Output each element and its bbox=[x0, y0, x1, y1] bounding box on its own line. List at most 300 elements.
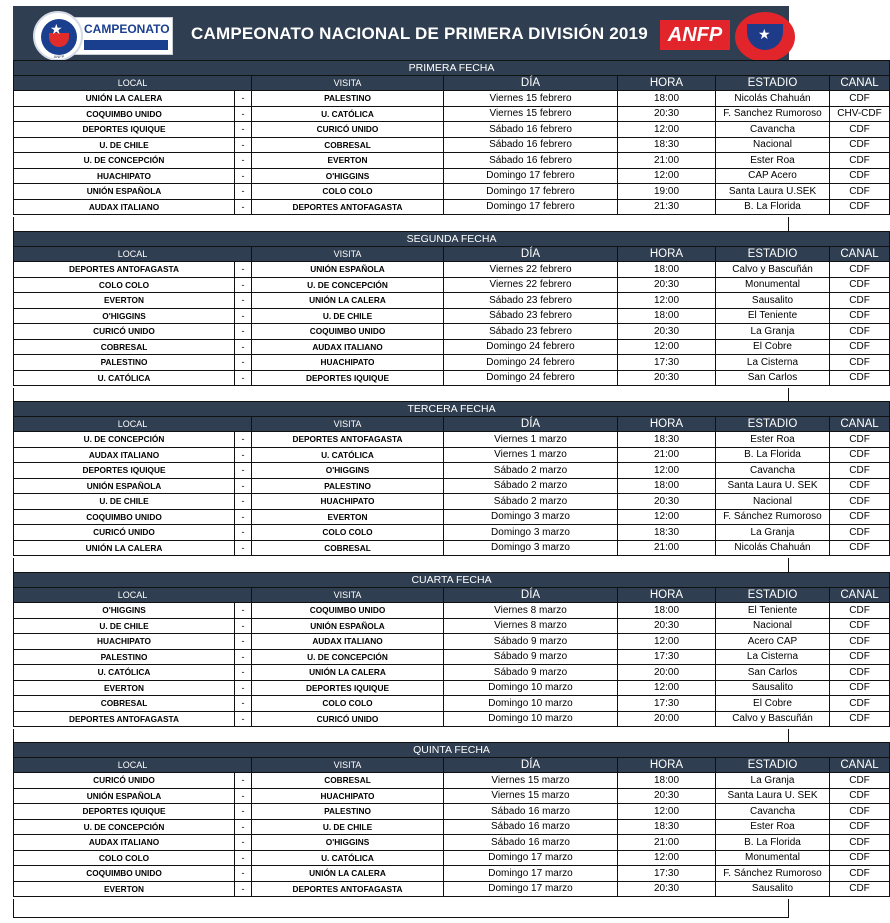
local-team: PALESTINO bbox=[14, 649, 235, 665]
match-time: 17:30 bbox=[618, 866, 716, 882]
match-row bbox=[14, 696, 890, 712]
local-team: CURICÓ UNIDO bbox=[14, 324, 235, 340]
col-header-local: LOCAL bbox=[14, 588, 252, 603]
match-day: Domingo 3 marzo bbox=[444, 509, 618, 525]
match-time: 21:00 bbox=[618, 153, 716, 169]
match-channel: CDF bbox=[830, 634, 890, 650]
match-separator: - bbox=[235, 355, 252, 371]
match-time: 20:30 bbox=[618, 618, 716, 634]
match-row bbox=[14, 711, 890, 727]
match-channel: CDF bbox=[830, 835, 890, 851]
match-day: Domingo 10 marzo bbox=[444, 711, 618, 727]
match-separator: - bbox=[235, 122, 252, 138]
col-header-dia: DÍA bbox=[444, 758, 618, 773]
match-stadium: San Carlos bbox=[716, 665, 830, 681]
visiting-team: AUDAX ITALIANO bbox=[252, 339, 444, 355]
col-header-hora: HORA bbox=[618, 417, 716, 432]
local-team: DEPORTES ANTOFAGASTA bbox=[14, 711, 235, 727]
match-channel: CDF bbox=[830, 324, 890, 340]
match-channel: CDF bbox=[830, 696, 890, 712]
visiting-team: HUACHIPATO bbox=[252, 788, 444, 804]
match-separator: - bbox=[235, 494, 252, 510]
col-header-dia: DÍA bbox=[444, 588, 618, 603]
local-team: EVERTON bbox=[14, 680, 235, 696]
match-stadium: F. Sanchez Rumoroso bbox=[716, 106, 830, 122]
visiting-team: CURICÓ UNIDO bbox=[252, 122, 444, 138]
visiting-team: COBRESAL bbox=[252, 137, 444, 153]
local-team: U. DE CONCEPCIÓN bbox=[14, 819, 235, 835]
visiting-team: EVERTON bbox=[252, 509, 444, 525]
col-header-dia: DÍA bbox=[444, 247, 618, 262]
col-header-hora: HORA bbox=[618, 758, 716, 773]
visiting-team: O'HIGGINS bbox=[252, 168, 444, 184]
match-row bbox=[14, 881, 890, 897]
local-team: U. CATÓLICA bbox=[14, 665, 235, 681]
match-channel: CDF bbox=[830, 509, 890, 525]
match-separator: - bbox=[235, 618, 252, 634]
match-row bbox=[14, 184, 890, 200]
match-row bbox=[14, 680, 890, 696]
match-time: 21:30 bbox=[618, 199, 716, 215]
match-day: Sábado 23 febrero bbox=[444, 293, 618, 309]
match-row bbox=[14, 509, 890, 525]
col-header-visita: VISITA bbox=[252, 758, 444, 773]
match-stadium: Sausalito bbox=[716, 293, 830, 309]
match-stadium: F. Sánchez Rumoroso bbox=[716, 509, 830, 525]
match-stadium: Ester Roa bbox=[716, 153, 830, 169]
visiting-team: U. CATÓLICA bbox=[252, 447, 444, 463]
col-header-estadio: ESTADIO bbox=[716, 76, 830, 91]
local-team: DEPORTES ANTOFAGASTA bbox=[14, 262, 235, 278]
local-team: UNIÓN ESPAÑOLA bbox=[14, 184, 235, 200]
col-header-estadio: ESTADIO bbox=[716, 758, 830, 773]
match-row bbox=[14, 308, 890, 324]
visiting-team: U. CATÓLICA bbox=[252, 106, 444, 122]
match-separator: - bbox=[235, 603, 252, 619]
match-separator: - bbox=[235, 262, 252, 278]
match-day: Domingo 17 marzo bbox=[444, 866, 618, 882]
match-day: Sábado 16 marzo bbox=[444, 819, 618, 835]
match-row bbox=[14, 355, 890, 371]
match-time: 18:30 bbox=[618, 525, 716, 541]
match-time: 18:30 bbox=[618, 137, 716, 153]
federation-shield-icon: ★ bbox=[735, 12, 795, 62]
match-separator: - bbox=[235, 788, 252, 804]
visiting-team: CURICÓ UNIDO bbox=[252, 711, 444, 727]
visiting-team: UNIÓN LA CALERA bbox=[252, 665, 444, 681]
match-day: Sábado 2 marzo bbox=[444, 478, 618, 494]
match-time: 12:00 bbox=[618, 509, 716, 525]
visiting-team: U. DE CONCEPCIÓN bbox=[252, 277, 444, 293]
match-separator: - bbox=[235, 463, 252, 479]
match-row bbox=[14, 153, 890, 169]
match-channel: CDF bbox=[830, 370, 890, 386]
match-separator: - bbox=[235, 91, 252, 107]
match-row bbox=[14, 540, 890, 556]
match-row bbox=[14, 137, 890, 153]
match-time: 12:00 bbox=[618, 804, 716, 820]
match-channel: CDF bbox=[830, 432, 890, 448]
match-channel: CDF bbox=[830, 339, 890, 355]
match-separator: - bbox=[235, 711, 252, 727]
match-time: 21:00 bbox=[618, 835, 716, 851]
match-time: 18:30 bbox=[618, 432, 716, 448]
match-day: Domingo 10 marzo bbox=[444, 680, 618, 696]
match-separator: - bbox=[235, 509, 252, 525]
match-stadium: Santa Laura U. SEK bbox=[716, 478, 830, 494]
fecha-table bbox=[13, 60, 890, 215]
col-header-visita: VISITA bbox=[252, 76, 444, 91]
visiting-team: COQUIMBO UNIDO bbox=[252, 324, 444, 340]
local-team: CURICÓ UNIDO bbox=[14, 525, 235, 541]
match-channel: CDF bbox=[830, 540, 890, 556]
section-spacer bbox=[13, 899, 789, 918]
match-separator: - bbox=[235, 447, 252, 463]
match-separator: - bbox=[235, 649, 252, 665]
local-team: U. DE CHILE bbox=[14, 618, 235, 634]
match-time: 20:30 bbox=[618, 324, 716, 340]
match-day: Sábado 9 marzo bbox=[444, 634, 618, 650]
campeonato-emblem-icon: ★ ANFP bbox=[33, 11, 83, 61]
col-header-hora: HORA bbox=[618, 247, 716, 262]
match-stadium: CAP Acero bbox=[716, 168, 830, 184]
visiting-team: DEPORTES ANTOFAGASTA bbox=[252, 199, 444, 215]
match-row bbox=[14, 91, 890, 107]
section-spacer bbox=[13, 729, 789, 742]
match-day: Domingo 24 febrero bbox=[444, 339, 618, 355]
match-row bbox=[14, 603, 890, 619]
col-header-hora: HORA bbox=[618, 588, 716, 603]
match-row bbox=[14, 463, 890, 479]
match-stadium: La Granja bbox=[716, 324, 830, 340]
match-day: Viernes 15 marzo bbox=[444, 788, 618, 804]
visiting-team: UNIÓN ESPAÑOLA bbox=[252, 262, 444, 278]
match-time: 12:00 bbox=[618, 122, 716, 138]
visiting-team: UNIÓN ESPAÑOLA bbox=[252, 618, 444, 634]
match-row bbox=[14, 850, 890, 866]
match-channel: CDF bbox=[830, 866, 890, 882]
match-stadium: Nicolás Chahuán bbox=[716, 91, 830, 107]
match-row bbox=[14, 447, 890, 463]
match-separator: - bbox=[235, 835, 252, 851]
visiting-team: COBRESAL bbox=[252, 540, 444, 556]
local-team: AUDAX ITALIANO bbox=[14, 199, 235, 215]
match-separator: - bbox=[235, 819, 252, 835]
match-channel: CDF bbox=[830, 91, 890, 107]
match-day: Sábado 9 marzo bbox=[444, 649, 618, 665]
match-stadium: Nicolás Chahuán bbox=[716, 540, 830, 556]
match-day: Sábado 2 marzo bbox=[444, 494, 618, 510]
visiting-team: UNIÓN LA CALERA bbox=[252, 866, 444, 882]
match-row bbox=[14, 122, 890, 138]
match-day: Viernes 8 marzo bbox=[444, 603, 618, 619]
match-day: Viernes 15 febrero bbox=[444, 91, 618, 107]
match-separator: - bbox=[235, 540, 252, 556]
visiting-team: COLO COLO bbox=[252, 184, 444, 200]
match-day: Domingo 24 febrero bbox=[444, 370, 618, 386]
match-day: Viernes 8 marzo bbox=[444, 618, 618, 634]
match-row bbox=[14, 804, 890, 820]
section-spacer bbox=[13, 558, 789, 572]
match-channel: CDF bbox=[830, 881, 890, 897]
match-row bbox=[14, 168, 890, 184]
fecha-title: QUINTA FECHA bbox=[14, 743, 890, 758]
local-team: AUDAX ITALIANO bbox=[14, 835, 235, 851]
match-channel: CDF bbox=[830, 293, 890, 309]
fecha-table bbox=[13, 572, 890, 727]
match-row bbox=[14, 324, 890, 340]
match-stadium: El Cobre bbox=[716, 696, 830, 712]
match-stadium: Nacional bbox=[716, 137, 830, 153]
match-channel: CDF bbox=[830, 665, 890, 681]
col-header-local: LOCAL bbox=[14, 76, 252, 91]
local-team: DEPORTES IQUIQUE bbox=[14, 122, 235, 138]
match-separator: - bbox=[235, 324, 252, 340]
match-time: 17:30 bbox=[618, 649, 716, 665]
match-separator: - bbox=[235, 106, 252, 122]
match-time: 21:00 bbox=[618, 540, 716, 556]
local-team: HUACHIPATO bbox=[14, 168, 235, 184]
match-stadium: El Teniente bbox=[716, 603, 830, 619]
fecha-table bbox=[13, 742, 890, 897]
match-separator: - bbox=[235, 432, 252, 448]
match-time: 18:00 bbox=[618, 603, 716, 619]
match-separator: - bbox=[235, 168, 252, 184]
match-row bbox=[14, 199, 890, 215]
match-day: Sábado 16 marzo bbox=[444, 804, 618, 820]
match-channel: CDF bbox=[830, 199, 890, 215]
local-team: UNIÓN LA CALERA bbox=[14, 91, 235, 107]
visiting-team: HUACHIPATO bbox=[252, 355, 444, 371]
match-time: 20:30 bbox=[618, 881, 716, 897]
match-row bbox=[14, 432, 890, 448]
match-time: 12:00 bbox=[618, 339, 716, 355]
local-team: UNIÓN ESPAÑOLA bbox=[14, 478, 235, 494]
match-stadium: F. Sánchez Rumoroso bbox=[716, 866, 830, 882]
campeonato-logo bbox=[33, 11, 173, 61]
visiting-team: EVERTON bbox=[252, 153, 444, 169]
match-time: 12:00 bbox=[618, 293, 716, 309]
col-header-local: LOCAL bbox=[14, 758, 252, 773]
col-header-dia: DÍA bbox=[444, 76, 618, 91]
match-separator: - bbox=[235, 308, 252, 324]
match-channel: CDF bbox=[830, 850, 890, 866]
col-header-estadio: ESTADIO bbox=[716, 247, 830, 262]
match-stadium: El Teniente bbox=[716, 308, 830, 324]
visiting-team: DEPORTES ANTOFAGASTA bbox=[252, 881, 444, 897]
fecha-table bbox=[13, 401, 890, 556]
match-separator: - bbox=[235, 199, 252, 215]
match-stadium: B. La Florida bbox=[716, 835, 830, 851]
match-day: Sábado 9 marzo bbox=[444, 665, 618, 681]
match-separator: - bbox=[235, 184, 252, 200]
match-separator: - bbox=[235, 850, 252, 866]
match-time: 18:30 bbox=[618, 819, 716, 835]
local-team: U. CATÓLICA bbox=[14, 370, 235, 386]
match-day: Sábado 16 febrero bbox=[444, 122, 618, 138]
match-day: Domingo 17 febrero bbox=[444, 199, 618, 215]
match-separator: - bbox=[235, 277, 252, 293]
match-day: Viernes 22 febrero bbox=[444, 262, 618, 278]
match-day: Domingo 17 febrero bbox=[444, 168, 618, 184]
local-team: COQUIMBO UNIDO bbox=[14, 106, 235, 122]
match-row bbox=[14, 788, 890, 804]
match-day: Viernes 15 marzo bbox=[444, 773, 618, 789]
match-time: 20:30 bbox=[618, 788, 716, 804]
visiting-team: PALESTINO bbox=[252, 91, 444, 107]
match-separator: - bbox=[235, 881, 252, 897]
match-channel: CDF bbox=[830, 788, 890, 804]
match-time: 18:00 bbox=[618, 773, 716, 789]
match-row bbox=[14, 525, 890, 541]
match-separator: - bbox=[235, 680, 252, 696]
match-time: 18:00 bbox=[618, 91, 716, 107]
match-time: 20:00 bbox=[618, 711, 716, 727]
local-team: UNIÓN ESPAÑOLA bbox=[14, 788, 235, 804]
match-separator: - bbox=[235, 339, 252, 355]
match-row bbox=[14, 665, 890, 681]
match-channel: CDF bbox=[830, 804, 890, 820]
visiting-team: O'HIGGINS bbox=[252, 835, 444, 851]
visiting-team: O'HIGGINS bbox=[252, 463, 444, 479]
match-channel: CDF bbox=[830, 355, 890, 371]
local-team: COLO COLO bbox=[14, 850, 235, 866]
match-stadium: San Carlos bbox=[716, 370, 830, 386]
visiting-team: DEPORTES IQUIQUE bbox=[252, 680, 444, 696]
match-stadium: Nacional bbox=[716, 494, 830, 510]
local-team: U. DE CHILE bbox=[14, 137, 235, 153]
match-channel: CDF bbox=[830, 137, 890, 153]
match-time: 20:30 bbox=[618, 494, 716, 510]
col-header-canal: CANAL bbox=[830, 247, 890, 262]
match-day: Viernes 15 febrero bbox=[444, 106, 618, 122]
match-separator: - bbox=[235, 153, 252, 169]
match-time: 18:00 bbox=[618, 478, 716, 494]
match-stadium: La Cisterna bbox=[716, 355, 830, 371]
match-row bbox=[14, 106, 890, 122]
match-day: Viernes 22 febrero bbox=[444, 277, 618, 293]
local-team: U. DE CONCEPCIÓN bbox=[14, 432, 235, 448]
match-day: Domingo 3 marzo bbox=[444, 525, 618, 541]
match-row bbox=[14, 339, 890, 355]
page-title: CAMPEONATO NACIONAL DE PRIMERA DIVISIÓN 2019 bbox=[191, 24, 648, 43]
match-stadium: Cavancha bbox=[716, 122, 830, 138]
match-stadium: Calvo y Bascuñán bbox=[716, 711, 830, 727]
match-time: 12:00 bbox=[618, 680, 716, 696]
col-header-canal: CANAL bbox=[830, 417, 890, 432]
col-header-local: LOCAL bbox=[14, 417, 252, 432]
match-separator: - bbox=[235, 696, 252, 712]
col-header-canal: CANAL bbox=[830, 588, 890, 603]
match-channel: CDF bbox=[830, 478, 890, 494]
match-stadium: Acero CAP bbox=[716, 634, 830, 650]
match-time: 19:00 bbox=[618, 184, 716, 200]
match-stadium: B. La Florida bbox=[716, 199, 830, 215]
match-row bbox=[14, 494, 890, 510]
match-channel: CDF bbox=[830, 649, 890, 665]
column-header-row bbox=[14, 588, 890, 603]
local-team: AUDAX ITALIANO bbox=[14, 447, 235, 463]
match-separator: - bbox=[235, 665, 252, 681]
match-row bbox=[14, 618, 890, 634]
match-channel: CDF bbox=[830, 773, 890, 789]
match-row bbox=[14, 478, 890, 494]
match-time: 12:00 bbox=[618, 168, 716, 184]
match-channel: CDF bbox=[830, 618, 890, 634]
fecha-title: TERCERA FECHA bbox=[14, 402, 890, 417]
match-day: Domingo 3 marzo bbox=[444, 540, 618, 556]
match-day: Domingo 10 marzo bbox=[444, 696, 618, 712]
visiting-team: COLO COLO bbox=[252, 525, 444, 541]
col-header-canal: CANAL bbox=[830, 76, 890, 91]
match-day: Sábado 16 marzo bbox=[444, 835, 618, 851]
match-day: Domingo 24 febrero bbox=[444, 355, 618, 371]
match-time: 12:00 bbox=[618, 463, 716, 479]
match-channel: CDF bbox=[830, 819, 890, 835]
local-team: COLO COLO bbox=[14, 277, 235, 293]
local-team: COBRESAL bbox=[14, 339, 235, 355]
column-header-row bbox=[14, 247, 890, 262]
match-stadium: Nacional bbox=[716, 618, 830, 634]
match-channel: CDF bbox=[830, 447, 890, 463]
match-stadium: Sausalito bbox=[716, 881, 830, 897]
match-stadium: Santa Laura U. SEK bbox=[716, 788, 830, 804]
match-stadium: Santa Laura U.SEK bbox=[716, 184, 830, 200]
match-stadium: Ester Roa bbox=[716, 819, 830, 835]
match-day: Sábado 23 febrero bbox=[444, 324, 618, 340]
match-day: Domingo 17 marzo bbox=[444, 881, 618, 897]
match-row bbox=[14, 835, 890, 851]
local-team: HUACHIPATO bbox=[14, 634, 235, 650]
column-header-row bbox=[14, 417, 890, 432]
campeonato-logo-text: CAMPEONATO bbox=[84, 22, 170, 36]
visiting-team: COBRESAL bbox=[252, 773, 444, 789]
match-channel: CDF bbox=[830, 308, 890, 324]
match-time: 20:30 bbox=[618, 370, 716, 386]
match-day: Sábado 16 febrero bbox=[444, 137, 618, 153]
match-row bbox=[14, 819, 890, 835]
visiting-team: PALESTINO bbox=[252, 804, 444, 820]
col-header-dia: DÍA bbox=[444, 417, 618, 432]
match-stadium: El Cobre bbox=[716, 339, 830, 355]
visiting-team: DEPORTES ANTOFAGASTA bbox=[252, 432, 444, 448]
match-stadium: Sausalito bbox=[716, 680, 830, 696]
match-day: Domingo 17 marzo bbox=[444, 850, 618, 866]
local-team: O'HIGGINS bbox=[14, 603, 235, 619]
match-row bbox=[14, 262, 890, 278]
match-time: 17:30 bbox=[618, 355, 716, 371]
visiting-team: U. DE CHILE bbox=[252, 308, 444, 324]
match-channel: CDF bbox=[830, 680, 890, 696]
match-channel: CDF bbox=[830, 525, 890, 541]
match-separator: - bbox=[235, 525, 252, 541]
match-stadium: Cavancha bbox=[716, 463, 830, 479]
col-header-visita: VISITA bbox=[252, 247, 444, 262]
match-channel: CHV-CDF bbox=[830, 106, 890, 122]
visiting-team: U. DE CHILE bbox=[252, 819, 444, 835]
match-separator: - bbox=[235, 478, 252, 494]
match-separator: - bbox=[235, 293, 252, 309]
match-separator: - bbox=[235, 866, 252, 882]
fecha-title: PRIMERA FECHA bbox=[14, 61, 890, 76]
fecha-table bbox=[13, 231, 890, 386]
match-stadium: La Granja bbox=[716, 525, 830, 541]
col-header-estadio: ESTADIO bbox=[716, 588, 830, 603]
match-channel: CDF bbox=[830, 494, 890, 510]
match-separator: - bbox=[235, 804, 252, 820]
local-team: PALESTINO bbox=[14, 355, 235, 371]
column-header-row bbox=[14, 76, 890, 91]
